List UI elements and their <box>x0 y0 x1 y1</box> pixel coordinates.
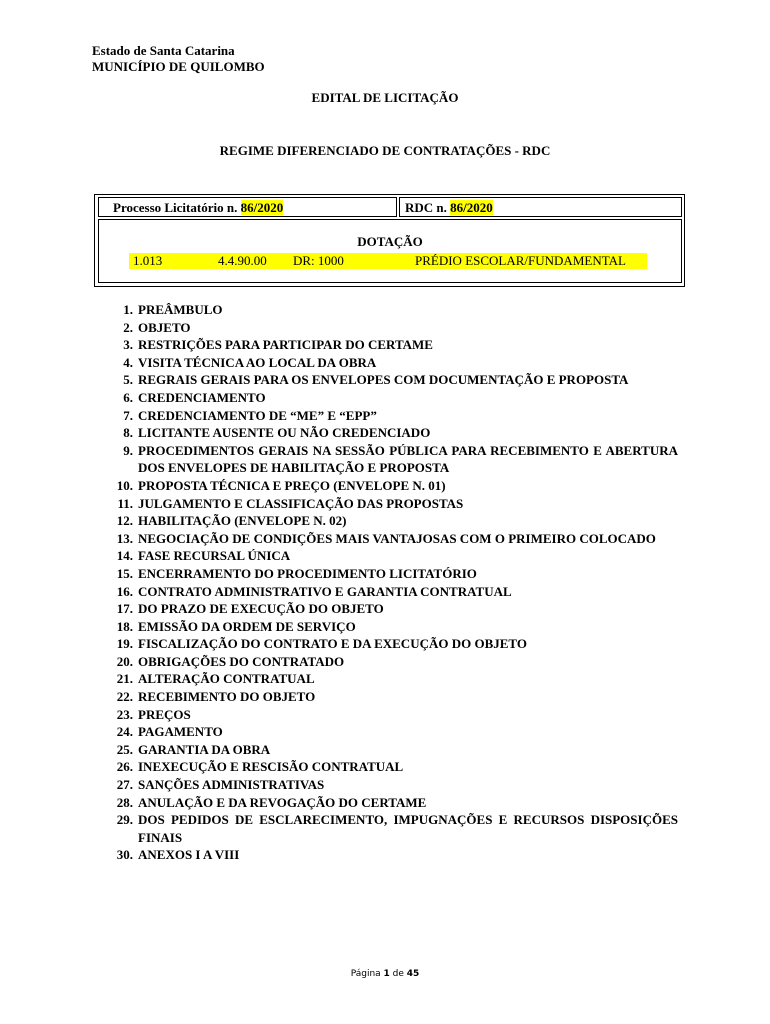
toc-item-number: 17. <box>116 601 133 617</box>
toc-item-text: REGRAIS GERAIS PARA OS ENVELOPES COM DOCUMENTAÇÃO E PROPOSTA <box>138 372 629 388</box>
processo-number: 86/2020 <box>240 200 284 215</box>
municipality-name: MUNICÍPIO DE QUILOMBO <box>92 59 265 74</box>
toc-item-text: CONTRATO ADMINISTRATIVO E GARANTIA CONTRATUAL <box>138 583 512 599</box>
toc-item-number: 11. <box>117 495 133 511</box>
toc-item <box>105 371 678 389</box>
toc-item-text: RESTRIÇÕES PARA PARTICIPAR DO CERTAME <box>138 337 433 353</box>
dotacao-code: 1.013 <box>133 253 163 268</box>
toc-item-text: NEGOCIAÇÃO DE CONDIÇÕES MAIS VANTAJOSAS COM O PRIMEIRO COLOCADO <box>138 530 656 546</box>
toc-item <box>105 670 678 688</box>
toc-item <box>105 618 678 636</box>
toc-item <box>105 336 678 354</box>
toc-item-text: JULGAMENTO E CLASSIFICAÇÃO DAS PROPOSTAS <box>138 495 464 511</box>
toc-item-number: 30. <box>116 847 133 863</box>
table-of-contents <box>105 301 678 864</box>
document-title: EDITAL DE LICITAÇÃO <box>311 90 459 105</box>
page-current: 1 <box>383 969 390 979</box>
toc-item-text: FASE RECURSAL ÚNICA <box>138 548 291 564</box>
toc-item-number: 13. <box>116 530 133 546</box>
toc-item-text: OBRIGAÇÕES DO CONTRATADO <box>138 653 345 669</box>
toc-item-number: 7. <box>123 407 133 423</box>
toc-item-text: ANEXOS I A VIII <box>138 847 240 863</box>
toc-item <box>105 776 678 794</box>
toc-item <box>105 301 678 319</box>
toc-item <box>105 407 678 425</box>
toc-item-text: RECEBIMENTO DO OBJETO <box>138 689 316 705</box>
page-of: de <box>389 969 407 979</box>
toc-item-number: 9. <box>123 442 133 458</box>
toc-item <box>105 530 678 548</box>
toc-item <box>105 794 678 812</box>
page-label: Página <box>350 969 384 979</box>
toc-item-text: VISITA TÉCNICA AO LOCAL DA OBRA <box>138 354 377 370</box>
dotacao-title: DOTAÇÃO <box>357 234 423 249</box>
toc-item-text: PREÇOS <box>138 706 191 722</box>
toc-item-number: 23. <box>116 706 133 722</box>
rdc-number: 86/2020 <box>450 200 493 215</box>
toc-item <box>105 389 678 407</box>
dotacao-row <box>129 253 647 269</box>
toc-item-number: 6. <box>123 389 133 405</box>
toc-item-number: 18. <box>116 618 133 634</box>
rdc-cell <box>399 197 682 217</box>
toc-item <box>105 565 678 583</box>
toc-item-text: FISCALIZAÇÃO DO CONTRATO E DA EXECUÇÃO DO OBJETO <box>138 636 527 652</box>
toc-item <box>105 495 678 513</box>
toc-item <box>105 319 678 337</box>
toc-item-number: 26. <box>116 759 133 775</box>
toc-item-number: 14. <box>116 548 133 564</box>
toc-item-number: 29. <box>116 812 133 828</box>
toc-item-number: 21. <box>116 671 133 687</box>
toc-item-text: CREDENCIAMENTO DE “ME” E “EPP” <box>138 407 377 423</box>
toc-item-text: GARANTIA DA OBRA <box>138 741 271 757</box>
toc-item-text: CREDENCIAMENTO <box>138 389 266 405</box>
toc-item <box>105 688 678 706</box>
toc-item-text: PROCEDIMENTOS GERAIS NA SESSÃO PÚBLICA PARA RECEBIMENTO E ABERTURA DOS ENVELOPES DE HABILITAÇÃO E PROPOSTA <box>138 442 678 476</box>
document-subtitle: REGIME DIFERENCIADO DE CONTRATAÇÕES - RDC <box>219 143 551 158</box>
toc-item-number: 10. <box>116 477 133 493</box>
toc-item <box>105 583 678 601</box>
toc-item <box>105 706 678 724</box>
toc-item-number: 12. <box>116 513 133 529</box>
rdc-label: RDC n. <box>405 200 451 215</box>
dotacao-description: PRÉDIO ESCOLAR/FUNDAMENTAL <box>415 253 626 268</box>
toc-item <box>105 846 678 864</box>
toc-item-text: EMISSÃO DA ORDEM DE SERVIÇO <box>138 618 356 634</box>
toc-item-number: 2. <box>123 319 133 335</box>
toc-item-number: 22. <box>116 689 133 705</box>
toc-item-number: 8. <box>123 425 133 441</box>
document-header <box>92 43 265 75</box>
toc-item <box>105 512 678 530</box>
state-name: Estado de Santa Catarina <box>92 43 235 58</box>
toc-item-text: SANÇÕES ADMINISTRATIVAS <box>138 777 325 793</box>
toc-item <box>105 600 678 618</box>
toc-item <box>105 442 678 477</box>
toc-item <box>105 635 678 653</box>
processo-cell <box>98 197 397 217</box>
toc-item <box>105 741 678 759</box>
toc-item-number: 1. <box>123 302 133 317</box>
toc-item-number: 16. <box>116 583 133 599</box>
toc-item <box>105 723 678 741</box>
toc-item-number: 4. <box>123 354 133 370</box>
dotacao-element: 4.4.90.00 <box>218 253 267 268</box>
toc-item-number: 5. <box>123 372 133 388</box>
processo-label: Processo Licitatório n. <box>113 200 241 215</box>
toc-item-number: 20. <box>116 653 133 669</box>
process-info-box <box>94 194 685 287</box>
toc-item-text: HABILITAÇÃO (ENVELOPE N. 02) <box>138 513 347 529</box>
toc-item-text: PAGAMENTO <box>138 724 223 740</box>
toc-item-text: ANULAÇÃO E DA REVOGAÇÃO DO CERTAME <box>138 794 427 810</box>
toc-item-text: DOS PEDIDOS DE ESCLARECIMENTO, IMPUGNAÇÕES E RECURSOS DISPOSIÇÕES FINAIS <box>138 812 678 845</box>
toc-item-number: 15. <box>116 565 133 581</box>
dotacao-cell <box>98 219 682 283</box>
toc-item-number: 3. <box>123 337 133 353</box>
toc-item-text: PROPOSTA TÉCNICA E PREÇO (ENVELOPE N. 01) <box>138 477 446 493</box>
page-total: 45 <box>406 969 420 979</box>
toc-item-number: 27. <box>116 777 133 793</box>
toc-item <box>105 758 678 776</box>
toc-item <box>105 547 678 565</box>
toc-item <box>105 653 678 671</box>
toc-item-number: 24. <box>116 724 133 740</box>
toc-item-text: LICITANTE AUSENTE OU NÃO CREDENCIADO <box>138 425 431 441</box>
toc-item-text: INEXECUÇÃO E RESCISÃO CONTRATUAL <box>138 759 404 775</box>
toc-item-text: DO PRAZO DE EXECUÇÃO DO OBJETO <box>138 601 384 617</box>
toc-item-number: 28. <box>116 794 133 810</box>
toc-item <box>105 354 678 372</box>
toc-item-number: 25. <box>116 741 133 757</box>
toc-item <box>105 477 678 495</box>
toc-item <box>105 811 678 846</box>
toc-item-text: OBJETO <box>138 319 191 335</box>
toc-item-text: ALTERAÇÃO CONTRATUAL <box>138 671 315 687</box>
toc-item-number: 19. <box>116 636 133 652</box>
toc-item-text: ENCERRAMENTO DO PROCEDIMENTO LICITATÓRIO <box>138 565 477 581</box>
page-footer <box>0 969 770 979</box>
dotacao-dr: DR: 1000 <box>293 253 344 268</box>
toc-item-text: PREÂMBULO <box>138 302 223 317</box>
toc-item <box>105 424 678 442</box>
